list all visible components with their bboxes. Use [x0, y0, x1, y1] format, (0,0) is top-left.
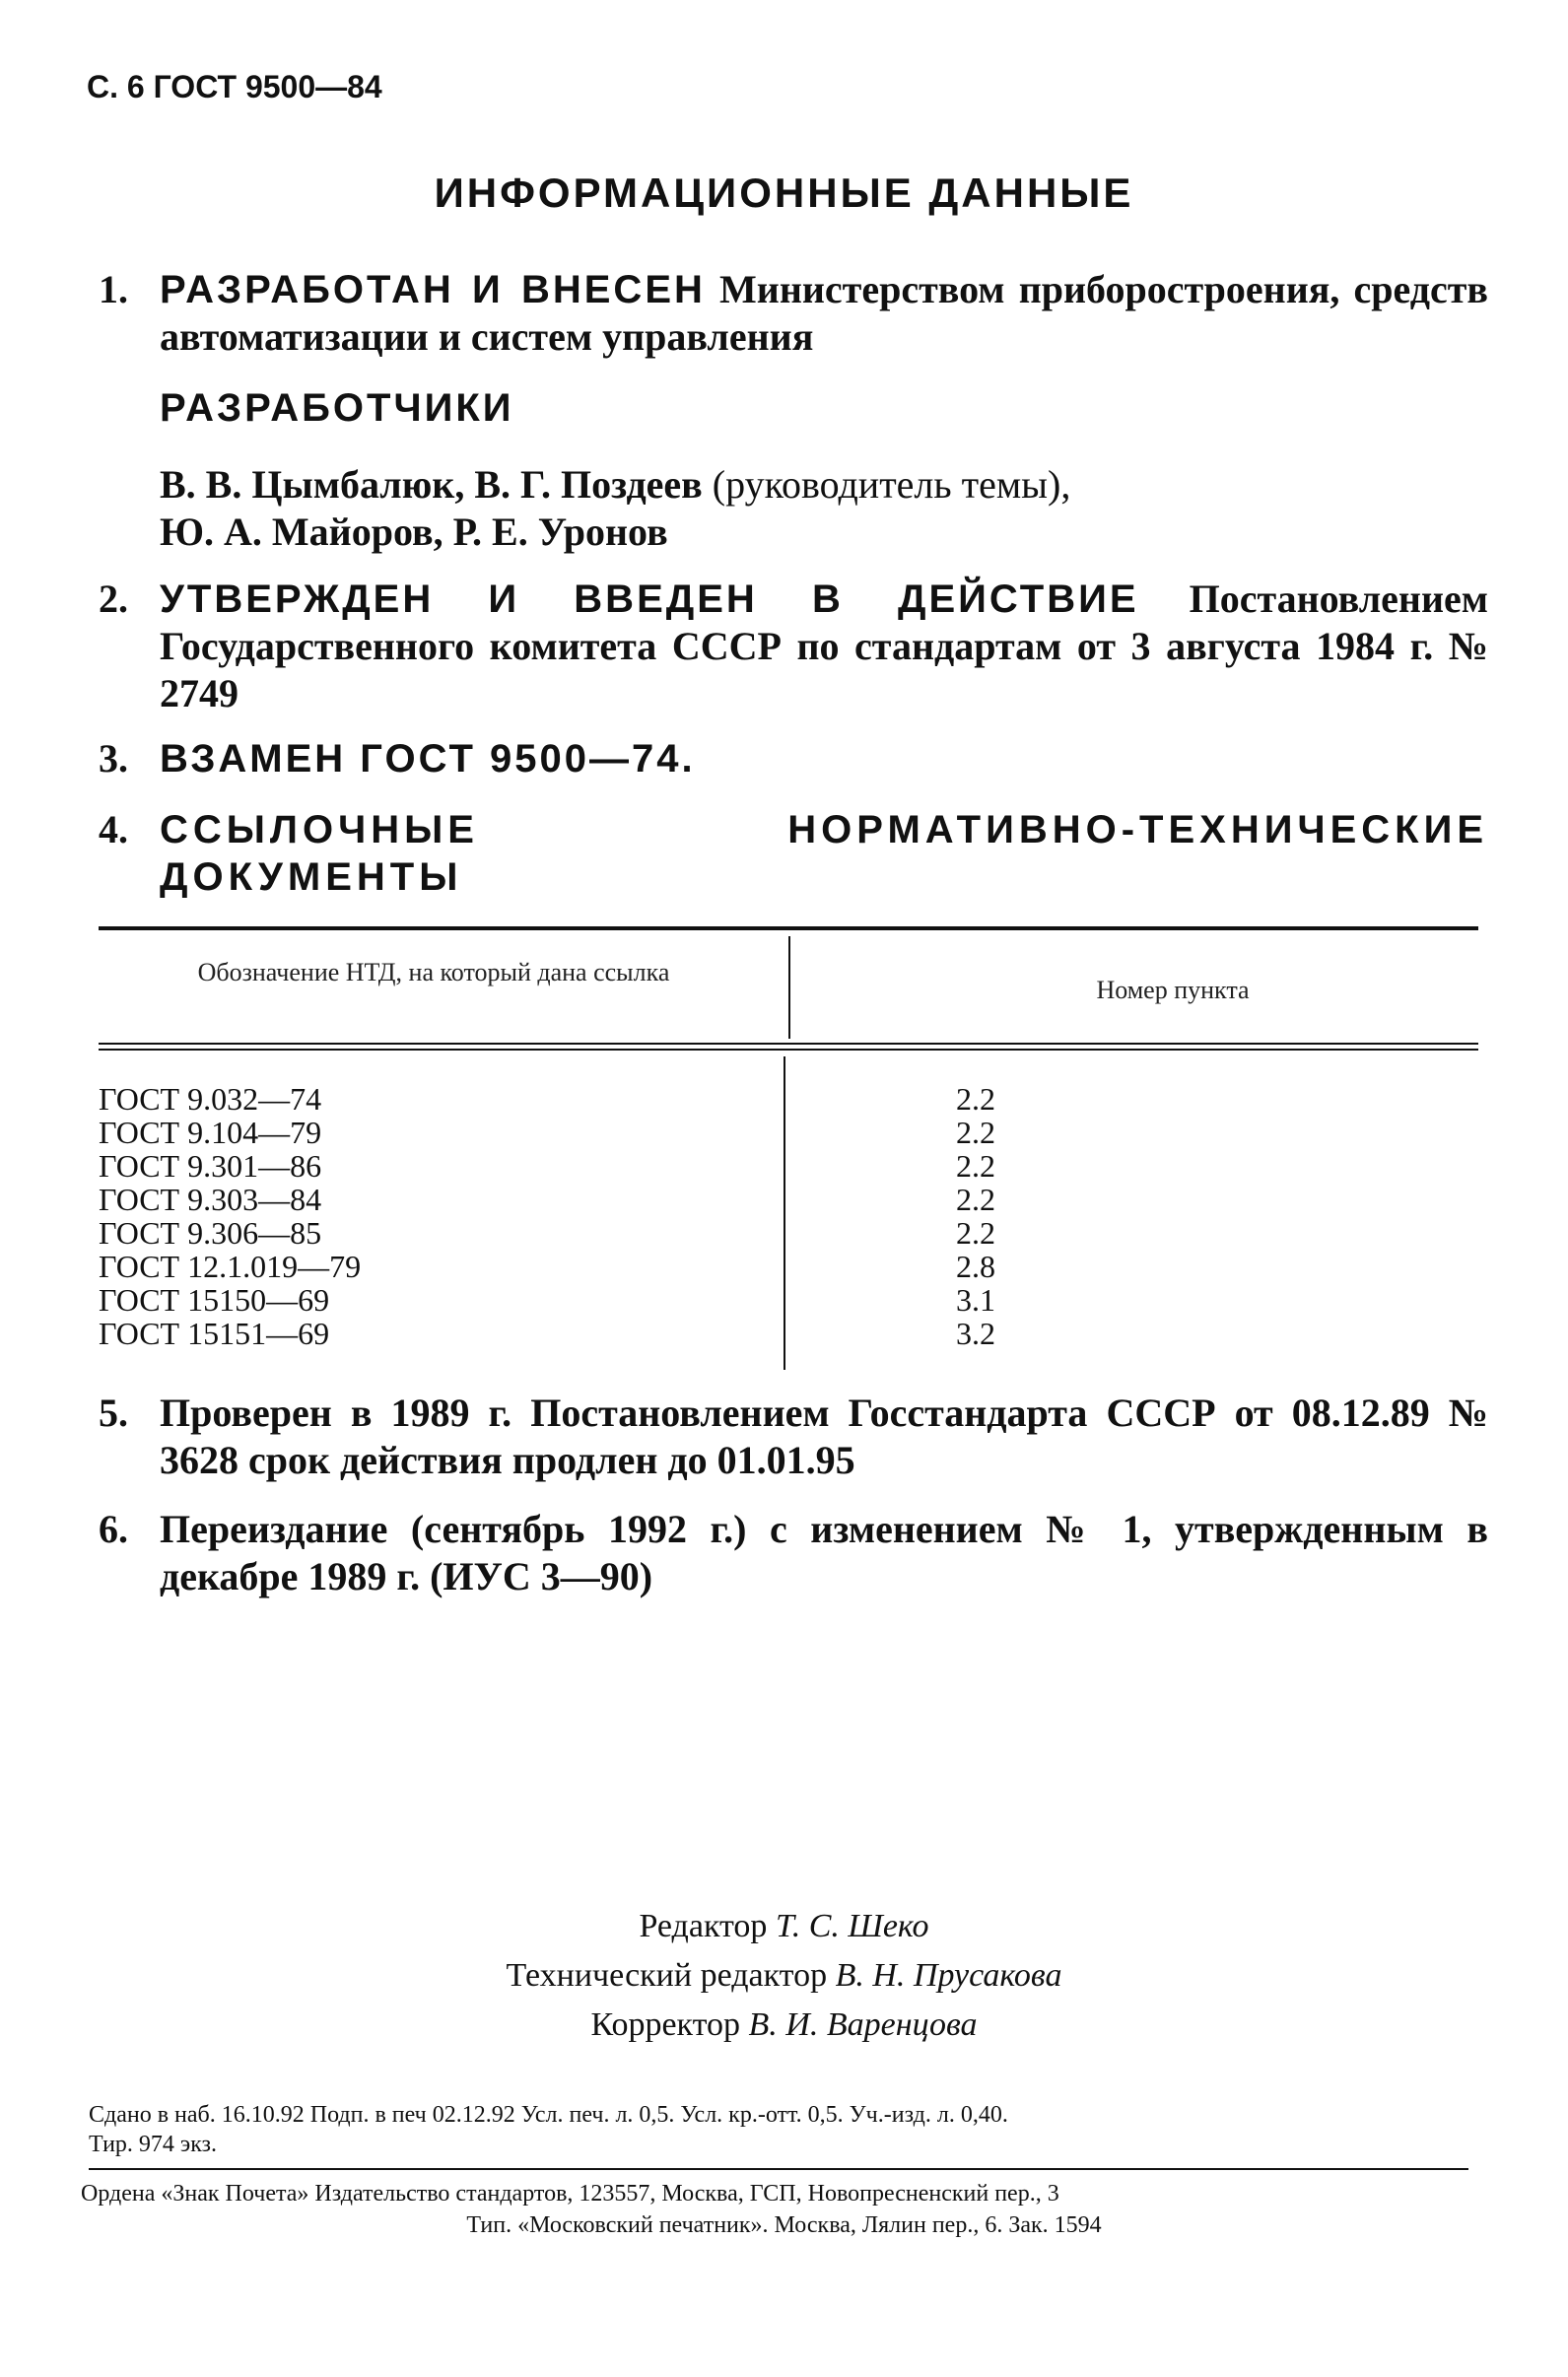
table-col-designation: [99, 1082, 729, 1350]
credit-editor-name: Т. С. Шеко: [775, 1908, 929, 1944]
item-4-text: ССЫЛОЧНЫЕ НОРМАТИВНО-ТЕХНИЧЕСКИЕ ДОКУМЕНТЫ: [160, 808, 1488, 899]
item-2-lead: УТВЕРЖДЕН И ВВЕДЕН В ДЕЙСТВИЕ: [160, 577, 1139, 621]
developers-line1-rest: (руководитель темы),: [702, 462, 1071, 507]
imprint-line-4: Тип. «Московский печатник». Москва, Лялин пер., 6. Зак. 1594: [466, 2212, 1102, 2238]
developers-line1-bold: В. В. Цымбалюк, В. Г. Поздеев: [160, 462, 703, 507]
developers-heading: РАЗРАБОТЧИКИ: [160, 386, 514, 430]
table-cell: 2.2: [956, 1115, 995, 1150]
developers-list: [160, 461, 1441, 556]
item-1: [99, 266, 1488, 361]
table-cell: ГОСТ 12.1.019—79: [99, 1249, 362, 1284]
credit-tech-editor-label: Технический редактор: [506, 1957, 828, 1994]
credit-editor-label: Редактор: [639, 1908, 768, 1944]
table-cell: ГОСТ 15151—69: [99, 1316, 330, 1351]
credit-tech-editor-name: В. Н. Прусакова: [835, 1957, 1062, 1994]
table-cell: ГОСТ 9.032—74: [99, 1081, 322, 1117]
item-2-text: Постановлением Государственного комитета СССР по стандартам от 3 августа 1984 г. № 2749: [160, 577, 1488, 715]
table-cell: ГОСТ 9.303—84: [99, 1182, 322, 1217]
item-5-number: 5.: [99, 1391, 128, 1435]
table-header-designation: Обозначение НТД, на который дана ссылка: [197, 958, 670, 986]
item-3-number: 3.: [99, 736, 128, 781]
item-2-number: 2.: [99, 577, 128, 621]
item-5: [99, 1390, 1488, 1484]
item-3: [99, 735, 1488, 782]
item-6-number: 6.: [99, 1507, 128, 1551]
table-cell: 2.2: [956, 1148, 995, 1184]
item-1-lead: РАЗРАБОТАН И ВНЕСЕН: [160, 268, 706, 311]
developers-line2: Ю. А. Майоров, Р. Е. Уронов: [160, 509, 668, 554]
item-6: [99, 1506, 1488, 1600]
credit-corrector-label: Корректор: [590, 2006, 741, 2043]
imprint-line-1: Сдано в наб. 16.10.92 Подп. в печ 02.12.92 Усл. печ. л. 0,5. Усл. кр.-отт. 0,5. Уч.-изд. л. 0,40.: [89, 2102, 1008, 2128]
imprint-rule: [89, 2168, 1468, 2170]
table-cell: 3.2: [956, 1316, 995, 1351]
item-1-text: Министерством приборостроения, средств автоматизации и систем управления: [160, 267, 1488, 359]
credits: [0, 1902, 1568, 2050]
table-top-rule: [99, 926, 1478, 930]
item-3-text: ВЗАМЕН ГОСТ 9500—74.: [160, 737, 696, 781]
imprint-line-2: Тир. 974 экз.: [89, 2132, 218, 2157]
item-1-number: 1.: [99, 267, 128, 311]
item-6-text: Переиздание (сентябрь 1992 г.) с изменением № 1, утвержденным в декабре 1989 г. (ИУС 3—90): [160, 1507, 1488, 1598]
table-cell: 2.8: [956, 1249, 995, 1284]
table-body-divider: [784, 1056, 785, 1370]
table-header-rule-1: [99, 1043, 1478, 1045]
table-cell: 2.2: [956, 1182, 995, 1217]
table-cell: ГОСТ 9.104—79: [99, 1115, 322, 1150]
item-2: [99, 576, 1488, 717]
table-col-clause: [917, 1082, 1035, 1350]
item-5-text: Проверен в 1989 г. Постановлением Госстандарта СССР от 08.12.89 № 3628 срок действия продлен до 01.01.95: [160, 1391, 1488, 1482]
item-4-number: 4.: [99, 807, 128, 851]
document-title: ИНФОРМАЦИОННЫЕ ДАННЫЕ: [434, 170, 1134, 216]
table-cell: ГОСТ 9.306—85: [99, 1215, 322, 1251]
imprint-line-3: Ордена «Знак Почета» Издательство стандартов, 123557, Москва, ГСП, Новопресненский пер., 3: [81, 2181, 1059, 2207]
table-header-rule-2: [99, 1049, 1478, 1051]
credit-editor: [0, 1902, 1568, 1951]
page-header: С. 6 ГОСТ 9500—84: [87, 69, 382, 104]
credit-corrector-name: В. И. Варенцова: [748, 2006, 978, 2043]
credit-tech-editor: [0, 1951, 1568, 2001]
table-cell: 2.2: [956, 1081, 995, 1117]
table-header-clause: Номер пункта: [1096, 976, 1250, 1004]
table-cell: 3.1: [956, 1282, 995, 1318]
credit-corrector: [0, 2001, 1568, 2050]
table-header-divider: [788, 936, 790, 1039]
item-4: [99, 806, 1488, 901]
table-cell: ГОСТ 15150—69: [99, 1282, 330, 1318]
table-cell: 2.2: [956, 1215, 995, 1251]
table-cell: ГОСТ 9.301—86: [99, 1148, 322, 1184]
